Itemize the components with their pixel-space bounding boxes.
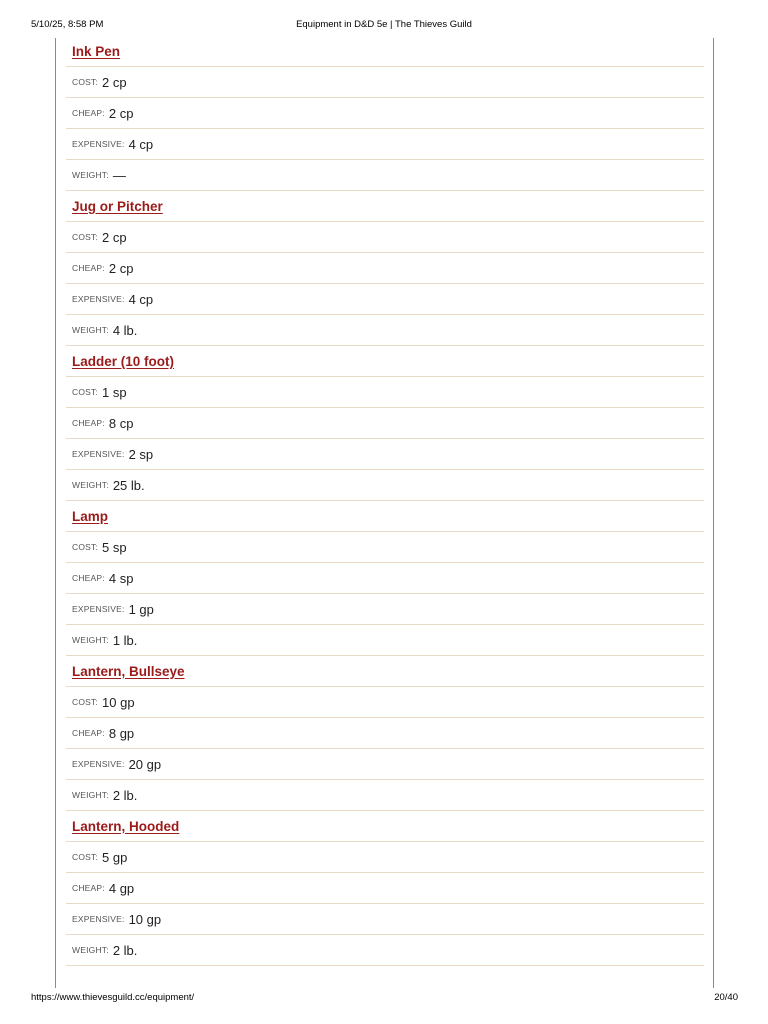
content-frame-right-border <box>713 38 714 988</box>
cost-label: COST: <box>72 77 99 87</box>
item-cost-row <box>66 687 704 718</box>
item-title-row <box>66 501 704 532</box>
cost-value: 10 gp <box>102 694 135 710</box>
item-expensive-row <box>66 594 704 625</box>
item-link-lantern-bullseye[interactable]: Lantern, Bullseye <box>72 663 185 679</box>
print-datetime: 5/10/25, 8:58 PM <box>31 19 104 30</box>
item-cost-row <box>66 842 704 873</box>
expensive-value: 10 gp <box>128 911 162 927</box>
cheap-label: CHEAP: <box>72 728 105 738</box>
weight-value: 2 lb. <box>112 942 138 958</box>
expensive-label: EXPENSIVE: <box>72 449 125 459</box>
expensive-value: 2 sp <box>128 446 154 462</box>
item-expensive-row <box>66 904 704 935</box>
cheap-value: 2 cp <box>108 260 134 276</box>
item-title-row <box>66 346 704 377</box>
item-expensive-row <box>66 439 704 470</box>
item-link-lantern-hooded[interactable]: Lantern, Hooded <box>72 818 180 834</box>
item-cheap-row <box>66 98 704 129</box>
cheap-value: 4 gp <box>108 880 135 896</box>
cheap-label: CHEAP: <box>72 883 105 893</box>
weight-label: WEIGHT: <box>72 170 109 180</box>
cheap-label: CHEAP: <box>72 263 105 273</box>
item-title-row <box>66 36 704 67</box>
item-expensive-row <box>66 749 704 780</box>
item-link-jug-or-pitcher[interactable]: Jug or Pitcher <box>72 198 163 214</box>
weight-value: — <box>112 167 126 183</box>
cost-label: COST: <box>72 852 99 862</box>
item-title-row <box>66 191 704 222</box>
expensive-label: EXPENSIVE: <box>72 139 125 149</box>
cheap-label: CHEAP: <box>72 418 105 428</box>
item-cheap-row <box>66 253 704 284</box>
cheap-label: CHEAP: <box>72 108 105 118</box>
weight-label: WEIGHT: <box>72 325 109 335</box>
equipment-list <box>66 36 704 966</box>
expensive-label: EXPENSIVE: <box>72 759 125 769</box>
weight-label: WEIGHT: <box>72 635 109 645</box>
expensive-value: 20 gp <box>128 756 162 772</box>
item-link-lamp[interactable]: Lamp <box>72 508 109 524</box>
weight-value: 1 lb. <box>112 632 138 648</box>
cost-label: COST: <box>72 542 99 552</box>
item-title-row <box>66 656 704 687</box>
weight-value: 4 lb. <box>112 322 138 338</box>
expensive-label: EXPENSIVE: <box>72 604 125 614</box>
weight-label: WEIGHT: <box>72 945 109 955</box>
cost-value: 5 gp <box>102 849 128 865</box>
cost-label: COST: <box>72 387 99 397</box>
cost-value: 2 cp <box>102 74 127 90</box>
item-weight-row <box>66 625 704 656</box>
item-weight-row <box>66 935 704 966</box>
cheap-value: 2 cp <box>108 105 134 121</box>
expensive-value: 4 cp <box>128 291 154 307</box>
item-weight-row <box>66 315 704 346</box>
cheap-value: 4 sp <box>108 570 134 586</box>
cheap-label: CHEAP: <box>72 573 105 583</box>
item-cheap-row <box>66 873 704 904</box>
item-link-ladder[interactable]: Ladder (10 foot) <box>72 353 175 369</box>
print-page-title: Equipment in D&D 5e | The Thieves Guild <box>296 19 472 30</box>
item-cost-row <box>66 532 704 563</box>
weight-value: 2 lb. <box>112 787 138 803</box>
item-weight-row <box>66 470 704 501</box>
weight-label: WEIGHT: <box>72 790 109 800</box>
item-cost-row <box>66 67 704 98</box>
cost-label: COST: <box>72 697 99 707</box>
expensive-label: EXPENSIVE: <box>72 914 125 924</box>
expensive-value: 4 cp <box>128 136 154 152</box>
item-title-row <box>66 811 704 842</box>
content-frame-left-border <box>55 38 56 988</box>
item-link-ink-pen[interactable]: Ink Pen <box>72 43 121 59</box>
item-weight-row <box>66 160 704 191</box>
expensive-value: 1 gp <box>128 601 154 617</box>
cheap-value: 8 gp <box>108 725 135 741</box>
weight-label: WEIGHT: <box>72 480 109 490</box>
print-footer <box>0 992 768 1006</box>
item-cheap-row <box>66 563 704 594</box>
cheap-value: 8 cp <box>108 415 134 431</box>
item-expensive-row <box>66 284 704 315</box>
item-cost-row <box>66 377 704 408</box>
weight-value: 25 lb. <box>112 477 145 493</box>
cost-value: 2 cp <box>102 229 127 245</box>
print-url: https://www.thievesguild.cc/equipment/ <box>31 992 195 1003</box>
print-page-number: 20/40 <box>714 992 738 1003</box>
expensive-label: EXPENSIVE: <box>72 294 125 304</box>
cost-value: 5 sp <box>102 539 127 555</box>
cost-label: COST: <box>72 232 99 242</box>
item-expensive-row <box>66 129 704 160</box>
item-cost-row <box>66 222 704 253</box>
item-cheap-row <box>66 408 704 439</box>
cost-value: 1 sp <box>102 384 127 400</box>
print-header <box>0 19 768 33</box>
item-weight-row <box>66 780 704 811</box>
item-cheap-row <box>66 718 704 749</box>
